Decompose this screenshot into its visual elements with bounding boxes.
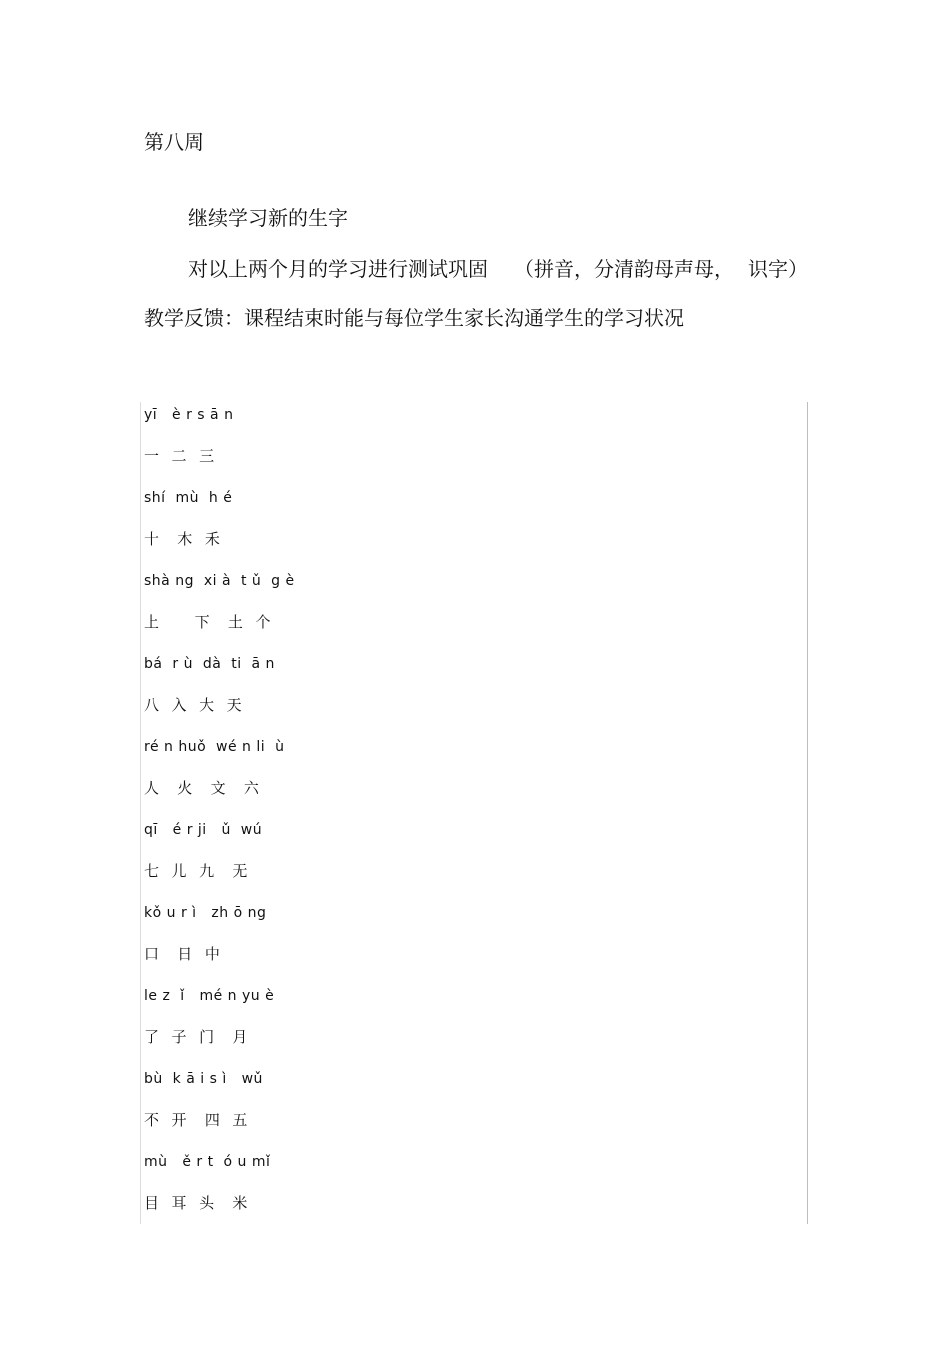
- table-row-pinyin: bá r ù dà ti ā n: [144, 656, 275, 672]
- character-table: [140, 402, 808, 1224]
- table-row-pinyin: yī è r s ā n: [144, 407, 234, 423]
- paragraph-teaching-feedback: 教学反馈：课程结束时能与每位学生家长沟通学生的学习状况: [144, 306, 684, 330]
- table-row-hanzi: 上 下 土 个: [144, 613, 272, 631]
- table-row-hanzi: 八 入 大 天: [144, 696, 243, 714]
- paragraph-review-test-main: 对以上两个月的学习进行测试巩固: [188, 257, 488, 281]
- table-row-hanzi: 不 开 四 五: [144, 1111, 249, 1129]
- paragraph-review-test: [188, 255, 808, 283]
- table-row-pinyin: mù ě r t ó u mǐ: [144, 1154, 271, 1170]
- paragraph-continue-learning: 继续学习新的生字: [188, 206, 348, 230]
- table-row-pinyin: shà ng xi à t ǔ g è: [144, 573, 295, 589]
- table-left-border: [140, 402, 141, 1224]
- week-title: 第八周: [144, 130, 204, 154]
- table-row-hanzi: 十 木 禾: [144, 530, 221, 548]
- table-row-hanzi: 口 日 中: [144, 945, 221, 963]
- table-right-border: [807, 402, 808, 1224]
- table-row-hanzi: 一 二 三: [144, 447, 216, 465]
- table-row-hanzi: 人 火 文 六: [144, 779, 260, 797]
- table-row-pinyin: shí mù h é: [144, 490, 233, 506]
- table-row-pinyin: qī é r ji ǔ wú: [144, 822, 263, 838]
- paragraph-review-test-part3: 识字）: [748, 257, 808, 281]
- table-row-hanzi: 七 儿 九 无: [144, 862, 249, 880]
- table-row-hanzi: 目 耳 头 米: [144, 1194, 249, 1212]
- paragraph-review-test-part2: 分清韵母声母，: [594, 257, 734, 281]
- table-row-pinyin: le z ǐ mé n yu è: [144, 988, 275, 1004]
- table-row-pinyin: bù k ā i s ì wǔ: [144, 1071, 263, 1087]
- paragraph-review-test-part1: （拼音，: [514, 257, 594, 281]
- table-row-pinyin: ré n huǒ wé n li ù: [144, 739, 285, 755]
- table-row-pinyin: kǒ u r ì zh ō ng: [144, 905, 267, 921]
- table-row-hanzi: 了 子 门 月: [144, 1028, 249, 1046]
